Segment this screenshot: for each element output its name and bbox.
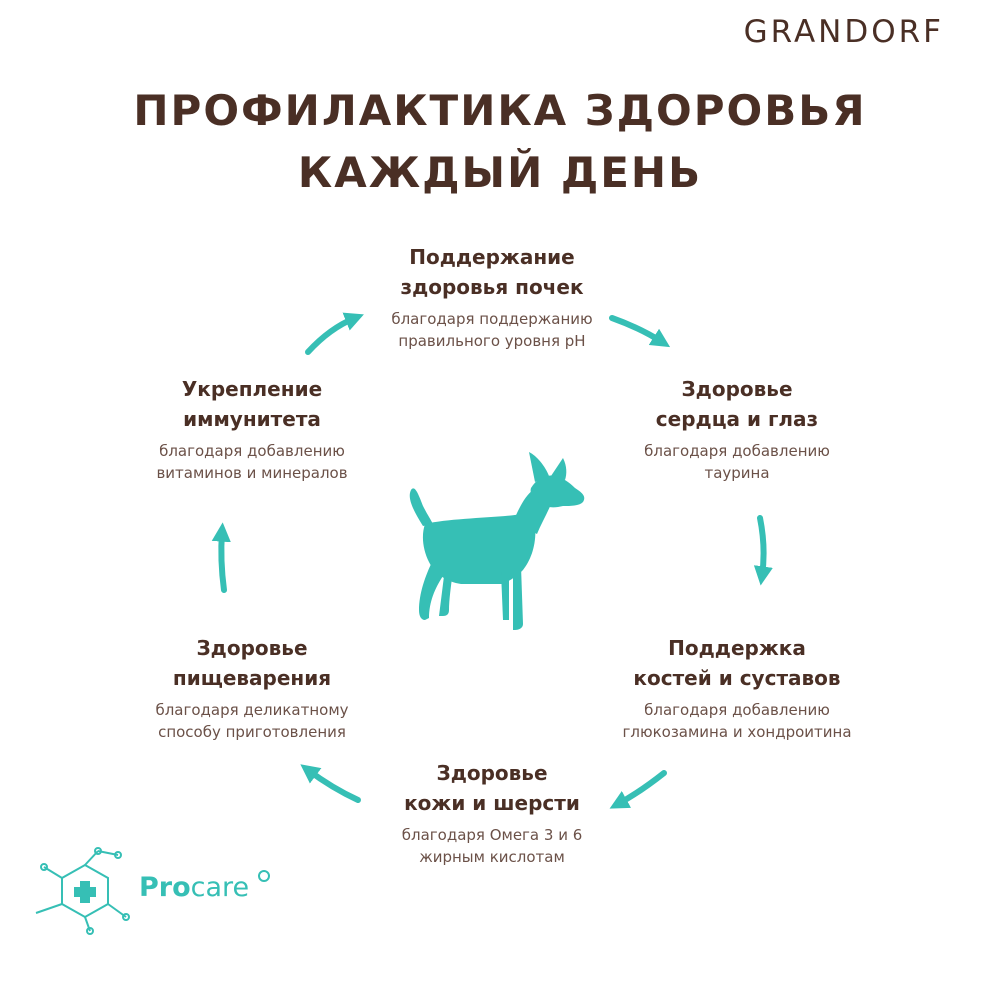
benefit-description-line: благодаря добавлению (644, 701, 830, 719)
benefit-bones-joints (622, 633, 851, 743)
benefit-immunity (156, 374, 347, 484)
benefit-title: сердца и глаз (655, 407, 819, 431)
benefit-description-line: благодаря добавлению (159, 442, 345, 460)
benefit-description-line: благодаря поддержанию (391, 310, 593, 328)
benefit-description (155, 699, 348, 743)
cycle-arrow-icon (760, 518, 764, 576)
benefit-description-line: способу приготовления (158, 723, 346, 741)
cycle-arrow-icon (308, 318, 355, 352)
dog-silhouette-icon (395, 448, 595, 638)
cycle-arrow-icon (221, 532, 224, 590)
cycle-arrow-icon (308, 770, 358, 800)
benefit-digestion (155, 633, 348, 743)
benefit-title: Поддержка (668, 636, 806, 660)
procare-wordmark (139, 872, 249, 903)
benefit-title: здоровья почек (400, 275, 584, 299)
benefit-description-line: жирным кислотам (419, 848, 565, 866)
procare-ring-icon (258, 870, 270, 882)
benefit-title: пищеварения (172, 666, 332, 690)
benefit-description-line: витаминов и минералов (156, 464, 348, 482)
benefit-description-line: таурина (704, 464, 770, 482)
benefit-description (644, 440, 830, 484)
cycle-arrow-icon (618, 773, 664, 804)
benefit-description (391, 308, 592, 352)
benefit-description-line: глюкозамина и хондроитина (622, 723, 852, 741)
brand-logo: GRANDORF (743, 14, 944, 50)
benefit-description (402, 824, 583, 868)
benefit-title: иммунитета (183, 407, 321, 431)
benefit-description-line: благодаря добавлению (644, 442, 830, 460)
benefit-description (622, 699, 851, 743)
benefit-title: Здоровье (436, 761, 548, 785)
page-title-line-2: КАЖДЫЙ ДЕНЬ (297, 148, 703, 197)
benefit-description-line: благодаря деликатному (155, 701, 349, 719)
benefit-heart-eyes (644, 374, 830, 484)
benefit-title: кожи и шерсти (404, 791, 580, 815)
benefit-description-line: благодаря Омега 3 и 6 (401, 826, 583, 844)
procare-wordmark-pro: Pro (139, 872, 191, 903)
cycle-arrow-icon (612, 318, 662, 342)
page-title-line-1: ПРОФИЛАКТИКА ЗДОРОВЬЯ (133, 86, 867, 135)
benefit-kidneys (391, 242, 592, 352)
benefit-title: Здоровье (196, 636, 308, 660)
benefit-title: костей и суставов (633, 666, 841, 690)
procare-molecule-icon (30, 845, 140, 935)
benefit-title: Здоровье (681, 377, 793, 401)
benefit-description (156, 440, 347, 484)
benefit-title: Укрепление (181, 377, 323, 401)
benefit-skin-coat (402, 758, 583, 868)
benefit-title: Поддержание (409, 245, 575, 269)
procare-wordmark-care: care (190, 872, 250, 903)
benefit-description-line: правильного уровня pH (398, 332, 586, 350)
